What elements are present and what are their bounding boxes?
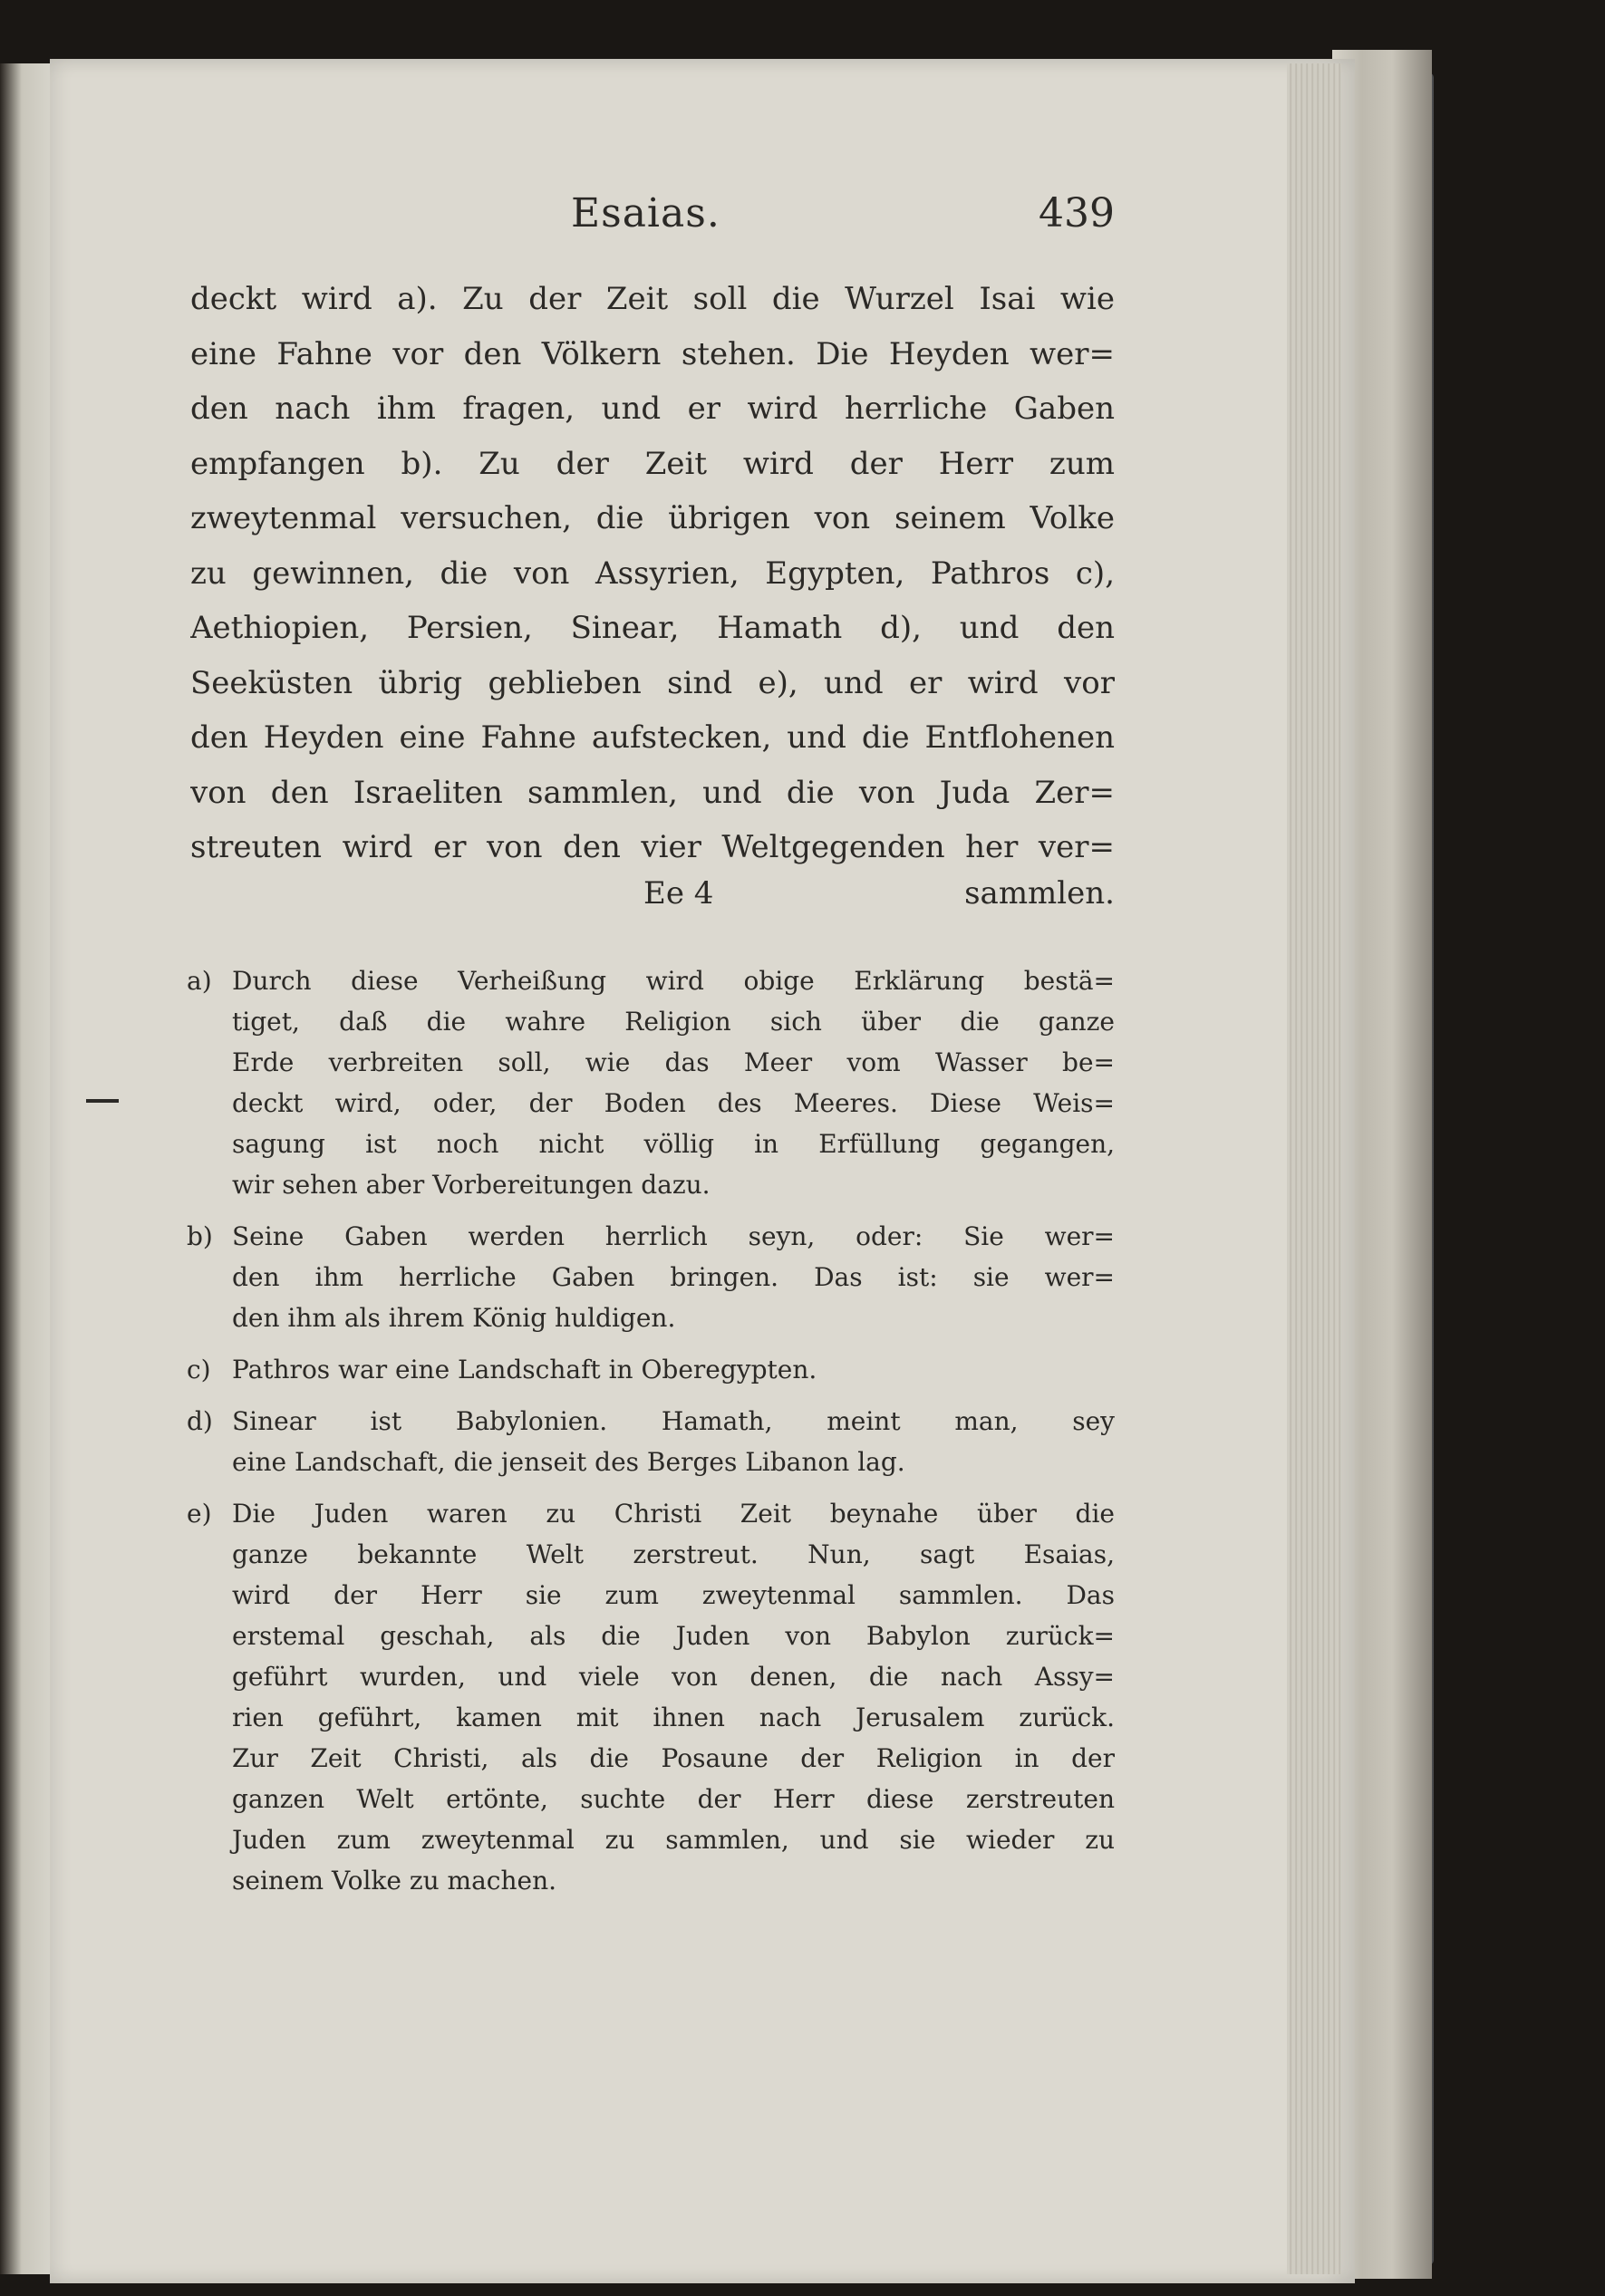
running-head <box>190 181 1115 254</box>
footnote-d <box>187 1401 1115 1482</box>
catchword: sammlen. <box>964 874 1115 912</box>
body-line: deckt wird a). Zu der Zeit soll die Wurzel Isai wie <box>190 281 1115 317</box>
footnote-line: seinem Volke zu machen. <box>232 1865 556 1896</box>
page-number: 439 <box>1039 190 1115 236</box>
footnote-line: Pathros war eine Landschaft in Oberegypten. <box>232 1354 817 1384</box>
left-cover-edge <box>0 63 54 2274</box>
footnote-marker: a) <box>187 965 212 996</box>
body-line: eine Fahne vor den Völkern stehen. Die Heyden wer= <box>190 335 1115 372</box>
footnote-line: wird der Herr sie zum zweytenmal sammlen. Das <box>232 1579 1115 1610</box>
signature-row <box>190 875 1115 930</box>
footnote-line: Juden zum zweytenmal zu sammlen, und sie wieder zu <box>232 1824 1115 1855</box>
footnote-marker: d) <box>187 1405 213 1436</box>
footnote-line: den ihm als ihrem König huldigen. <box>232 1302 676 1333</box>
margin-mark <box>86 1099 119 1103</box>
footnote-line: Sinear ist Babylonien. Hamath, meint man, sey <box>232 1405 1115 1436</box>
footnote-line: eine Landschaft, die jenseit des Berges Libanon lag. <box>232 1446 905 1477</box>
footnote-line: Erde verbreiten soll, wie das Meer vom Wasser be= <box>232 1047 1115 1077</box>
footnote-c <box>187 1349 1115 1390</box>
body-text <box>190 272 1115 875</box>
body-line: streuten wird er von den vier Weltgegenden her ver= <box>190 829 1115 865</box>
footnote-line: rien geführt, kamen mit ihnen nach Jerusalem zurück. <box>232 1702 1115 1732</box>
footnote-line: deckt wird, oder, der Boden des Meeres. Diese Weis= <box>232 1087 1115 1118</box>
footnotes <box>187 960 1115 1901</box>
body-line: den nach ihm fragen, und er wird herrliche Gaben <box>190 391 1115 427</box>
footnote-line: Die Juden waren zu Christi Zeit beynahe über die <box>232 1498 1115 1529</box>
footnote-line: wir sehen aber Vorbereitungen dazu. <box>232 1169 711 1200</box>
footnote-marker: b) <box>187 1220 213 1251</box>
footnote-line: ganze bekannte Welt zerstreut. Nun, sagt Esaias, <box>232 1539 1115 1569</box>
body-line: Seeküsten übrig geblieben sind e), und er wird vor <box>190 664 1115 701</box>
body-line: zweytenmal versuchen, die übrigen von seinem Volke <box>190 500 1115 536</box>
page-content <box>187 181 1115 1912</box>
footnote-line: geführt wurden, und viele von denen, die nach Assy= <box>232 1661 1115 1692</box>
footnote-line: Zur Zeit Christi, als die Posaune der Religion in der <box>232 1742 1115 1773</box>
body-line: von den Israeliten sammlen, und die von Juda Zer= <box>190 774 1115 811</box>
footnote-line: tiget, daß die wahre Religion sich über die ganze <box>232 1006 1115 1037</box>
body-line: zu gewinnen, die von Assyrien, Egypten, Pathros c), <box>190 555 1115 592</box>
running-title: Esaias. <box>571 190 720 236</box>
footnote-marker: c) <box>187 1354 211 1384</box>
footnote-b <box>187 1216 1115 1338</box>
footnote-a <box>187 960 1115 1205</box>
footnote-line: erstemal geschah, als die Juden von Babylon zurück= <box>232 1620 1115 1651</box>
footnote-line: sagung ist noch nicht völlig in Erfüllung gegangen, <box>232 1128 1115 1159</box>
page-edges <box>1287 63 1341 2274</box>
signature-mark: Ee 4 <box>643 874 714 912</box>
footnote-line: Seine Gaben werden herrlich seyn, oder: Sie wer= <box>232 1220 1115 1251</box>
footnote-e <box>187 1493 1115 1901</box>
body-line: empfangen b). Zu der Zeit wird der Herr zum <box>190 445 1115 482</box>
footnote-line: Durch diese Verheißung wird obige Erklärung bestä= <box>232 965 1115 996</box>
body-line: Aethiopien, Persien, Sinear, Hamath d), und den <box>190 610 1115 646</box>
body-line: den Heyden eine Fahne aufstecken, und die Entflohenen <box>190 719 1115 756</box>
footnote-marker: e) <box>187 1498 212 1529</box>
footnote-line: den ihm herrliche Gaben bringen. Das ist: sie wer= <box>232 1261 1115 1292</box>
footnote-line: ganzen Welt ertönte, suchte der Herr diese zerstreuten <box>232 1783 1115 1814</box>
